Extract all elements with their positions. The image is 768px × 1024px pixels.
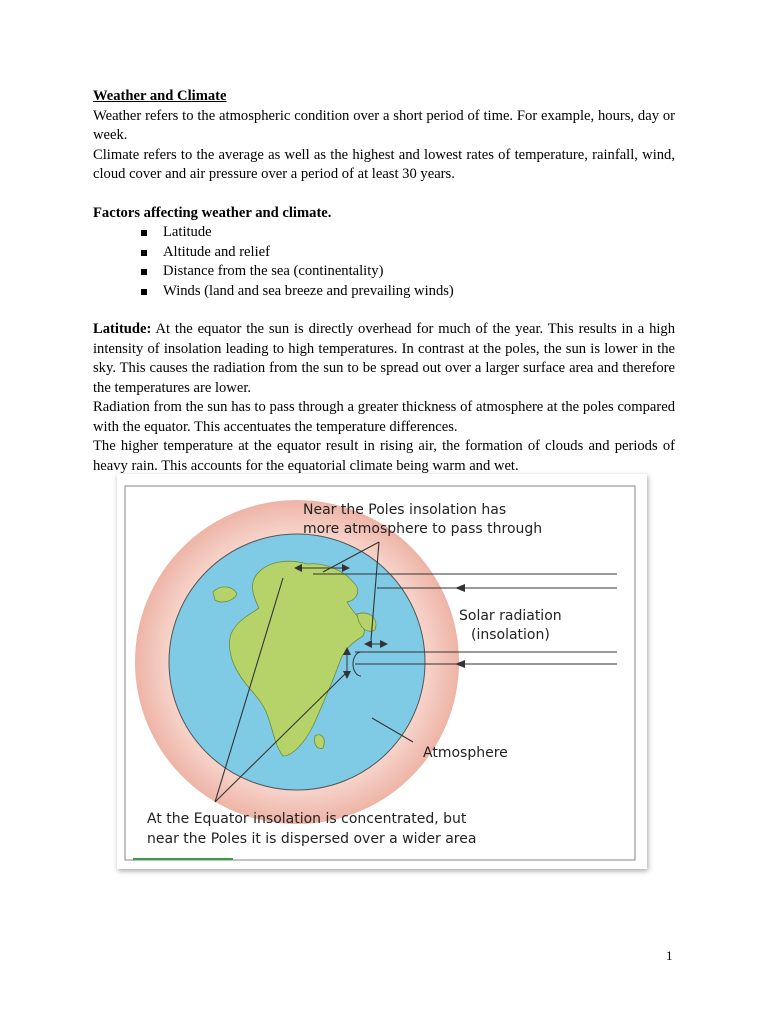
- page-title: Weather and Climate: [93, 88, 227, 104]
- equator-paragraph: The higher temperature at the equator result in rising air, the formation of clouds and periods of heavy rain. This accounts for the equatorial climate being warm and wet.: [93, 438, 675, 474]
- list-item: Winds (land and sea breeze and prevailing winds): [141, 282, 675, 302]
- latitude-label: Latitude:: [93, 321, 152, 337]
- insolation-figure: [117, 474, 647, 869]
- bullet-icon: [141, 230, 147, 236]
- bullet-icon: [141, 269, 147, 275]
- label-solar-line1: Solar radiation: [459, 608, 562, 624]
- label-poles-line1: Near the Poles insolation has: [303, 502, 507, 518]
- insolation-diagram: [117, 474, 647, 869]
- label-equator-line2: near the Poles it is dispersed over a wider area: [147, 831, 477, 847]
- atmosphere-paragraph: Radiation from the sun has to pass through a greater thickness of atmosphere at the poles compared with the equator. This accentuates the temperature differences.: [93, 399, 675, 435]
- factors-list: [93, 223, 675, 301]
- bullet-icon: [141, 289, 147, 295]
- label-solar-line2: (insolation): [471, 627, 550, 643]
- document-body: [93, 87, 675, 476]
- list-item: Distance from the sea (continentality): [141, 262, 675, 282]
- latitude-text: At the equator the sun is directly overhead for much of the year. This results in a high intensity of insolation leading to high temperatures. In contrast at the poles, the sun is lower in the sky. This causes the radiation from the sun to be spread out over a larger surface area and therefore the temperatures are lower.: [93, 321, 676, 396]
- list-item: Altitude and relief: [141, 243, 675, 263]
- label-atmosphere: Atmosphere: [423, 745, 508, 761]
- label-poles-line2: more atmosphere to pass through: [303, 521, 543, 537]
- factors-heading: Factors affecting weather and climate.: [93, 204, 332, 221]
- latitude-paragraph: [93, 320, 675, 398]
- weather-definition: Weather refers to the atmospheric condition over a short period of time. For example, hours, day or week.: [93, 107, 675, 143]
- bullet-icon: [141, 250, 147, 256]
- label-equator-line1: At the Equator insolation is concentrated, but: [147, 811, 467, 827]
- climate-definition: Climate refers to the average as well as the highest and lowest rates of temperature, rainfall, wind, cloud cover and air pressure over a period of at least 30 years.: [93, 146, 675, 182]
- list-item: Latitude: [141, 223, 675, 243]
- page-number: 1: [666, 948, 673, 963]
